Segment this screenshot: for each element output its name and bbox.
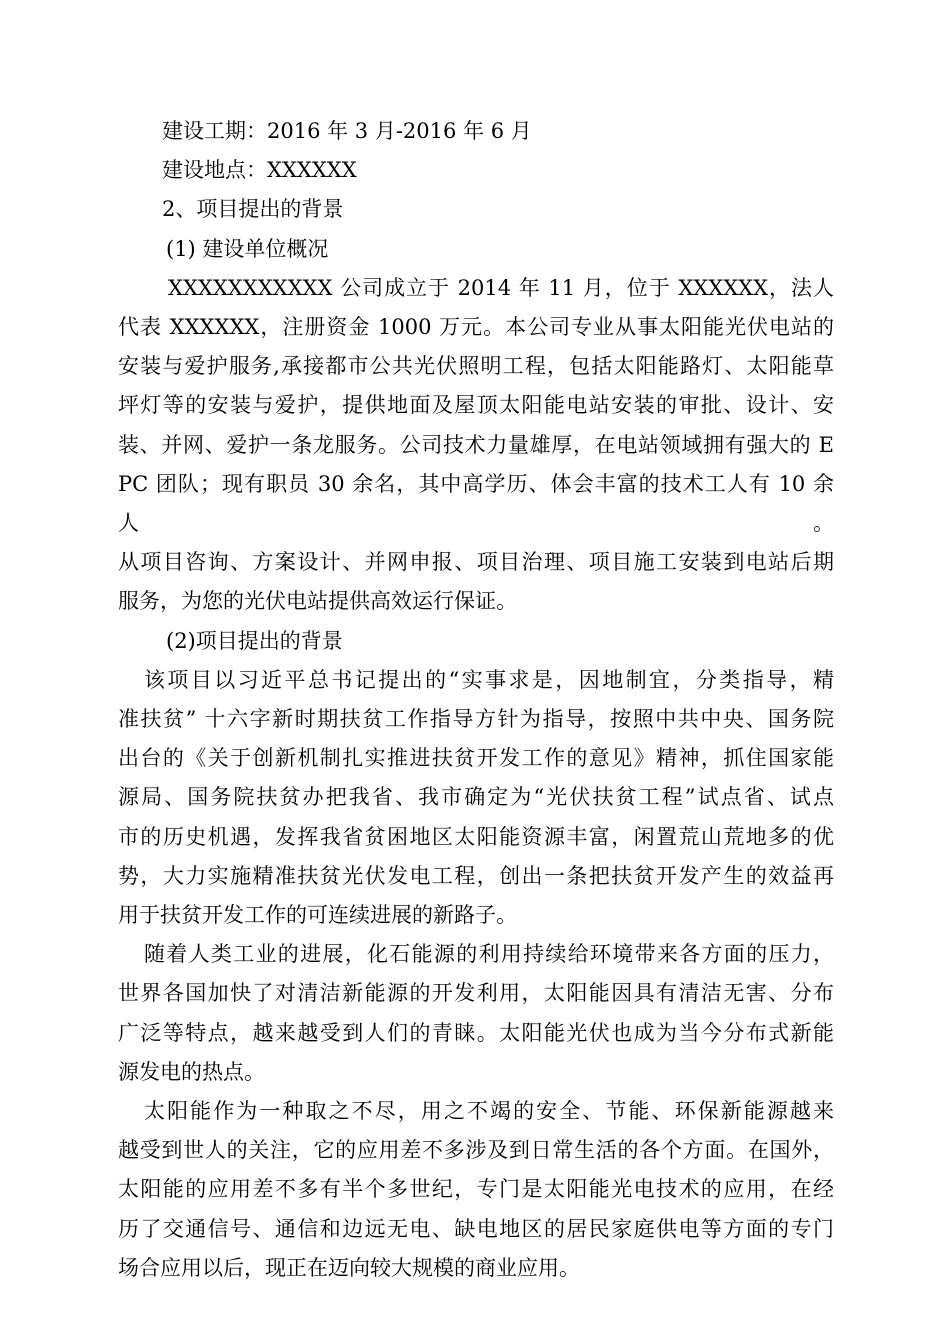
paragraph-line: 历了交通信号、通信和边远无电、缺电地区的居民家庭供电等方面的专门 [118, 1216, 834, 1241]
paragraph-line: 出台的《关于创新机制扎实推进扶贫开发工作的意见》精神，抓住国家能 [118, 746, 834, 771]
paragraph-line: 源局、国务院扶贫办把我省、我市确定为“光伏扶贫工程”试点省、试点 [118, 785, 834, 810]
paragraph-line: 装、并网、爱护一条龙服务。公司技术力量雄厚，在电站领域拥有强大的 E [118, 432, 834, 457]
paragraph-line: 安装与爱护服务,承接都市公共光伏照明工程，包括太阳能路灯、太阳能草 [118, 354, 834, 379]
paragraph-line: 该项目以习近平总书记提出的“实事求是，因地制宜，分类指导，精 [144, 667, 834, 692]
paragraph-line: 准扶贫” 十六字新时期扶贫工作指导方针为指导，按照中共中央、国务院 [118, 707, 834, 732]
industry-development-paragraph [118, 935, 834, 1092]
paragraph-line: 势，大力实施精准扶贫光伏发电工程，创出一条把扶贫开发产生的效益再 [118, 863, 834, 888]
paragraph-line: 源发电的热点。 [118, 1059, 265, 1084]
paragraph-line: 太阳能作为一种取之不尽，用之不竭的安全、节能、环保新能源越来 [144, 1099, 834, 1124]
construction-location: 建设地点：XXXXXX [162, 158, 357, 183]
project-background-paragraph [118, 661, 834, 935]
paragraph-line: 市的历史机遇，发挥我省贫困地区太阳能资源丰富，闲置荒山荒地多的优 [118, 824, 834, 849]
company-overview-paragraph [118, 269, 834, 622]
paragraph-line: PC 团队；现有职员 30 余名，其中高学历、体会丰富的技术工人有 10 余人。 [118, 471, 834, 536]
paragraph-line: 广泛等特点，越来越受到人们的青睐。太阳能光伏也成为当今分布式新能 [118, 1020, 834, 1045]
section-heading-background: 2、项目提出的背景 [162, 197, 344, 222]
paragraph-line: 代表 XXXXXX，注册资金 1000 万元。本公司专业从事太阳能光伏电站的 [118, 315, 834, 340]
subheading-company-overview: (1) 建设单位概况 [166, 236, 329, 261]
construction-period: 建设工期：2016 年 3 月-2016 年 6 月 [162, 119, 532, 143]
paragraph-line: 世界各国加快了对清洁新能源的开发利用，太阳能因具有清洁无害、分布 [118, 981, 834, 1006]
paragraph-line: XXXXXXXXXXX 公司成立于 2014 年 11 月，位于 XXXXXX，法人 [168, 275, 834, 300]
paragraph-line: 随着人类工业的进展，化石能源的利用持续给环境带来各方面的压力， [144, 942, 834, 967]
paragraph-line: 场合应用以后，现正在迈向较大规模的商业应用。 [118, 1255, 580, 1280]
document-body [118, 112, 834, 1288]
paragraph-line: 太阳能的应用差不多有半个多世纪，专门是太阳能光电技术的应用，在经 [118, 1177, 834, 1202]
paragraph-line: 服务，为您的光伏电站提供高效运行保证。 [118, 589, 517, 614]
paragraph-line: 从项目咨询、方案设计、并网申报、项目治理、项目施工安装到电站后期 [118, 550, 834, 575]
subheading-project-background: (2)项目提出的背景 [166, 628, 343, 653]
paragraph-line: 越受到世人的关注，它的应用差不多涉及到日常生活的各个方面。在国外， [118, 1138, 834, 1163]
paragraph-line: 用于扶贫开发工作的可连续进展的新路子。 [118, 903, 517, 928]
solar-energy-paragraph [118, 1092, 834, 1288]
paragraph-line: 坪灯等的安装与爱护，提供地面及屋顶太阳能电站安装的审批、设计、安 [118, 393, 834, 418]
